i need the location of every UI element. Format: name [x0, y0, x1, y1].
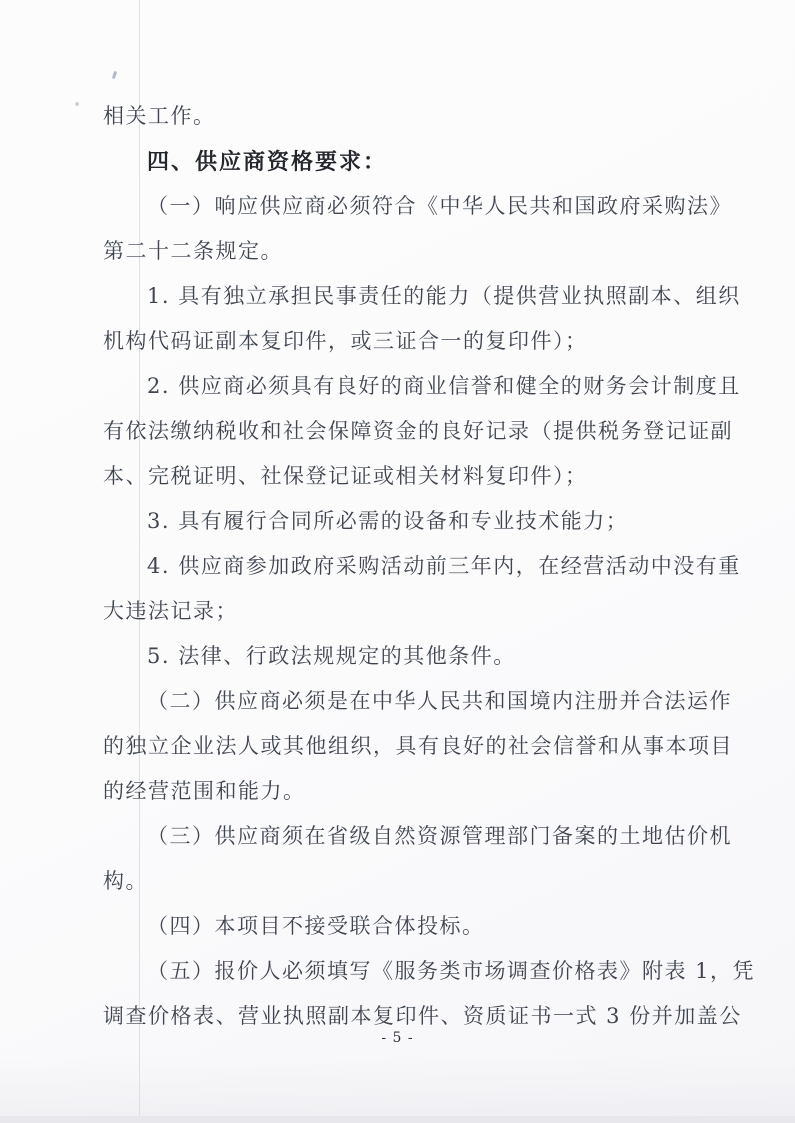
text-line: 调查价格表、营业执照副本复印件、资质证书一式 3 份并加盖公 [103, 1004, 742, 1028]
page-number: - 5 - [381, 1030, 414, 1046]
text-line: 5. 法律、行政法规规定的其他条件。 [147, 644, 516, 668]
text-line: 4. 供应商参加政府采购活动前三年内，在经营活动中没有重 [147, 554, 741, 578]
text-line: 的经营范围和能力。 [103, 779, 306, 803]
scan-speck [112, 71, 117, 80]
text-line: 3. 具有履行合同所必需的设备和专业技术能力； [147, 509, 629, 533]
text-line: （二）供应商必须是在中华人民共和国境内注册并合法运作 [147, 689, 732, 713]
document-body [103, 94, 756, 1039]
scan-edge [0, 1116, 795, 1123]
text-line: （一）响应供应商必须符合《中华人民共和国政府采购法》 [147, 194, 732, 218]
scan-shadow [0, 1056, 795, 1116]
text-line: 的独立企业法人或其他组织，具有良好的社会信誉和从事本项目 [103, 734, 733, 758]
text-line: 机构代码证副本复印件，或三证合一的复印件）； [103, 329, 588, 353]
text-line: 相关工作。 [103, 104, 216, 128]
text-line: 有依法缴纳税收和社会保障资金的良好记录（提供税务登记证副 [103, 419, 733, 443]
text-line: 2. 供应商必须具有良好的商业信誉和健全的财务会计制度且 [147, 374, 741, 398]
scan-speck [75, 102, 79, 106]
text-line: 构。 [103, 869, 148, 893]
section-heading: 四、供应商资格要求： [147, 149, 388, 174]
text-line: 本、完税证明、社保登记证或相关材料复印件）； [103, 464, 588, 488]
text-line: 第二十二条规定。 [103, 239, 283, 263]
text-line: （四）本项目不接受联合体投标。 [147, 914, 485, 938]
text-line: 1. 具有独立承担民事责任的能力（提供营业执照副本、组织 [147, 284, 741, 308]
text-line: （五）报价人必须填写《服务类市场调查价格表》附表 1，凭 [147, 959, 756, 983]
text-line: 大违法记录； [103, 599, 238, 623]
text-line: （三）供应商须在省级自然资源管理部门备案的土地估价机 [147, 824, 732, 848]
